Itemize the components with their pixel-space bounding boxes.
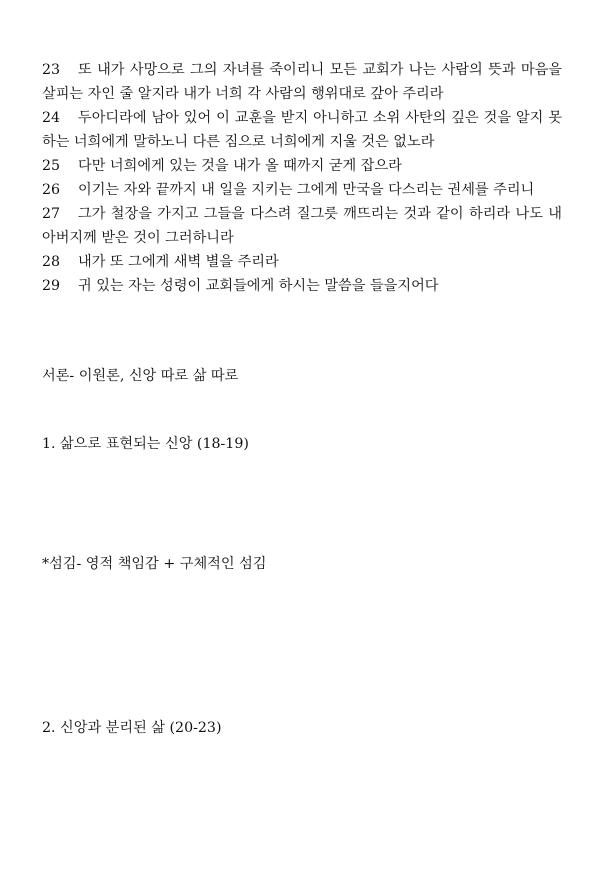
verse-text: 그가 철장을 가지고 그들을 다스려 질그릇 깨뜨리는 것과 같이 하리라 나도 내 아버지께 받은 것이 그러하니라 — [42, 206, 562, 246]
verse-28 — [42, 250, 562, 274]
verse-26 — [42, 178, 562, 202]
verse-number: 29 — [42, 278, 61, 294]
verse-list — [42, 58, 562, 298]
verse-23 — [42, 58, 562, 106]
verse-number: 23 — [42, 62, 61, 78]
verse-text: 귀 있는 자는 성령이 교회들에게 하시는 말씀을 들을지어다 — [78, 278, 439, 294]
verse-text: 이기는 자와 끝까지 내 일을 지키는 그에게 만국을 다스리는 권세를 주리니 — [78, 182, 535, 198]
verse-text: 두아디라에 남아 있어 이 교훈을 받지 아니하고 소위 사탄의 깊은 것을 알지 못하는 너희에게 말하노니 다른 짐으로 너희에게 지울 것은 없노라 — [42, 110, 562, 150]
verse-number: 25 — [42, 158, 61, 174]
verse-number: 26 — [42, 182, 61, 198]
section-1-heading: 1. 삶으로 표현되는 신앙 (18-19) — [42, 436, 249, 452]
service-note: *섬김- 영적 책임감 + 구체적인 섬김 — [42, 556, 267, 572]
section-2-heading: 2. 신앙과 분리된 삶 (20-23) — [42, 720, 222, 736]
verse-number: 27 — [42, 206, 61, 222]
verse-29 — [42, 274, 562, 298]
verse-text: 내가 또 그에게 새벽 별을 주리라 — [78, 254, 279, 270]
verse-27 — [42, 202, 562, 250]
verse-number: 28 — [42, 254, 61, 270]
verse-25 — [42, 154, 562, 178]
verse-text: 또 내가 사망으로 그의 자녀를 죽이리니 모든 교회가 나는 사람의 뜻과 마음을 살피는 자인 줄 알지라 내가 너희 각 사람의 행위대로 갚아 주리라 — [42, 62, 562, 102]
verse-24 — [42, 106, 562, 154]
verse-number: 24 — [42, 110, 61, 126]
verse-text: 다만 너희에게 있는 것을 내가 올 때까지 굳게 잡으라 — [78, 158, 402, 174]
intro-heading: 서론- 이원론, 신앙 따로 삶 따로 — [42, 368, 239, 384]
